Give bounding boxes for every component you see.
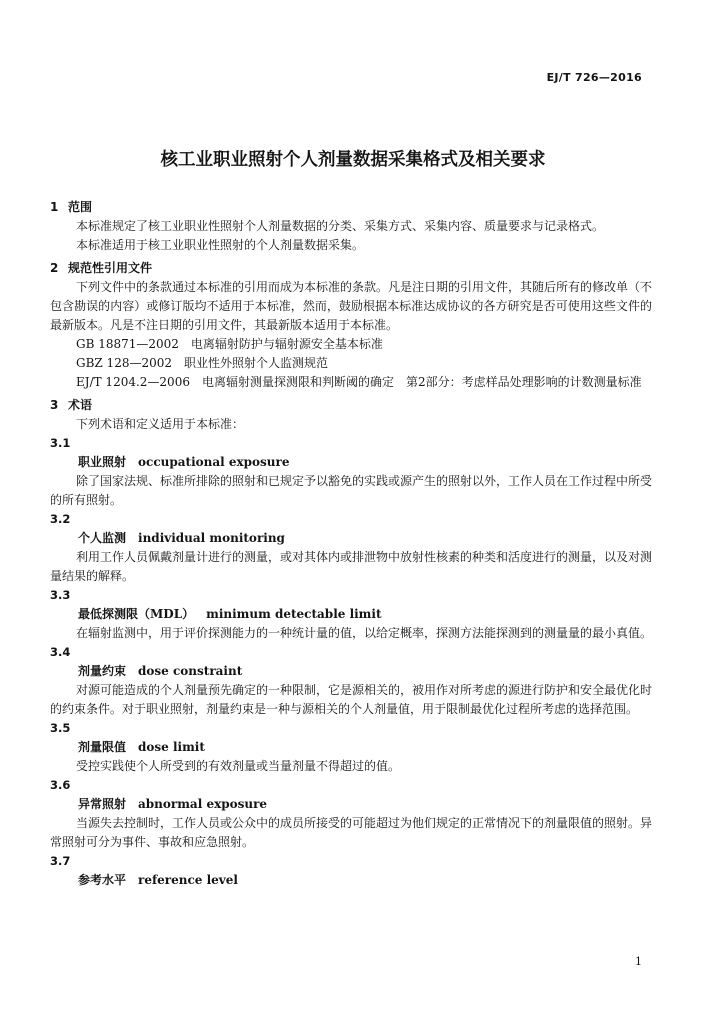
term-name: [78, 662, 652, 681]
term-name: [78, 871, 652, 890]
term-number: 3.7: [50, 854, 71, 868]
term-en: dose limit: [138, 740, 205, 754]
term-number: 3.4: [50, 645, 71, 659]
section-heading-scope: [50, 198, 652, 217]
term-en: individual monitoring: [138, 531, 285, 545]
term-name: [78, 529, 652, 548]
term-name: [78, 453, 652, 472]
section-title: 规范性引用文件: [68, 261, 153, 275]
standard-code: EJ/T 726—2016: [546, 71, 642, 84]
section-title: 范围: [68, 200, 93, 214]
paragraph: 下列术语和定义适用于本标准：: [76, 417, 245, 431]
term-cn: 参考水平: [78, 873, 127, 887]
term-definition: 受控实践使个人所受到的有效剂量或当量剂量不得超过的值。: [76, 759, 401, 773]
term-number: 3.1: [50, 436, 71, 450]
section-number: 1: [50, 200, 59, 214]
term-cn: 剂量约束: [78, 664, 127, 678]
section-number: 2: [50, 261, 59, 275]
paragraph: 下列文件中的条款通过本标准的引用而成为本标准的条款。凡是注日期的引用文件，其随后所有的修改单（不包含勘误的内容）或修订版均不适用于本标准，然而，鼓励根据本标准达成协议的各方研究是否可使用这些文件的最新版本。凡是不注日期的引用文件，其最新版本适用于本标准。: [50, 280, 653, 332]
term-definition: 对源可能造成的个人剂量预先确定的一种限制，它是源相关的，被用作对所考虑的源进行防护和安全最优化时的约束条件。对于职业照射，剂量约束是一种与源相关的个人剂量值，用于限制最优化过程所考虑的选择范围。: [50, 683, 653, 716]
reference-item: GB 18871—2002 电离辐射防护与辐射源安全基本标准: [76, 337, 383, 351]
term-name: [78, 605, 652, 624]
term-definition: 利用工作人员佩戴剂量计进行的测量，或对其体内或排泄物中放射性核素的种类和活度进行的测量，以及对测量结果的解释。: [50, 550, 653, 583]
term-cn: 职业照射: [78, 455, 127, 469]
document-title: 核工业职业照射个人剂量数据采集格式及相关要求: [160, 150, 546, 170]
page-number: 1: [635, 955, 642, 968]
term-definition: 除了国家法规、标准所排除的照射和已规定予以豁免的实践或源产生的照射以外，工作人员在工作过程中所受的所有照射。: [50, 474, 653, 507]
reference-item: EJ/T 1204.2—2006 电离辐射测量探测限和判断阈的确定 第2部分：考虑样品处理影响的计数测量标准: [76, 375, 642, 389]
term-cn: 异常照射: [78, 797, 127, 811]
term-en: abnormal exposure: [138, 797, 268, 811]
term-number: 3.5: [50, 721, 71, 735]
section-title: 术语: [68, 398, 93, 412]
term-cn: 个人监测: [78, 531, 127, 545]
section-number: 3: [50, 398, 59, 412]
term-en: occupational exposure: [138, 455, 290, 469]
section-heading-references: [50, 259, 652, 278]
term-cn: 剂量限值: [78, 740, 127, 754]
term-en: minimum detectable limit: [206, 607, 382, 621]
reference-item: GBZ 128—2002 职业性外照射个人监测规范: [76, 356, 329, 370]
document-body: [50, 194, 652, 890]
term-en: reference level: [138, 873, 238, 887]
paragraph: 本标准适用于核工业职业性照射的个人剂量数据采集。: [76, 238, 365, 252]
term-number: 3.2: [50, 512, 71, 526]
term-en: dose constraint: [138, 664, 243, 678]
term-cn: 最低探测限（MDL）: [78, 607, 195, 621]
term-name: [78, 738, 652, 757]
term-definition: 在辐射监测中，用于评价探测能力的一种统计量的值，以给定概率，探测方法能探测到的测量量的最小真值。: [76, 626, 653, 640]
term-definition: 当源失去控制时，工作人员或公众中的成员所接受的可能超过为他们规定的正常情况下的剂量限值的照射。异常照射可分为事件、事故和应急照射。: [50, 816, 653, 849]
paragraph: 本标准规定了核工业职业性照射个人剂量数据的分类、采集方式、采集内容、质量要求与记录格式。: [76, 219, 605, 233]
term-number: 3.6: [50, 778, 71, 792]
section-heading-terms: [50, 396, 652, 415]
term-name: [78, 795, 652, 814]
term-number: 3.3: [50, 588, 71, 602]
